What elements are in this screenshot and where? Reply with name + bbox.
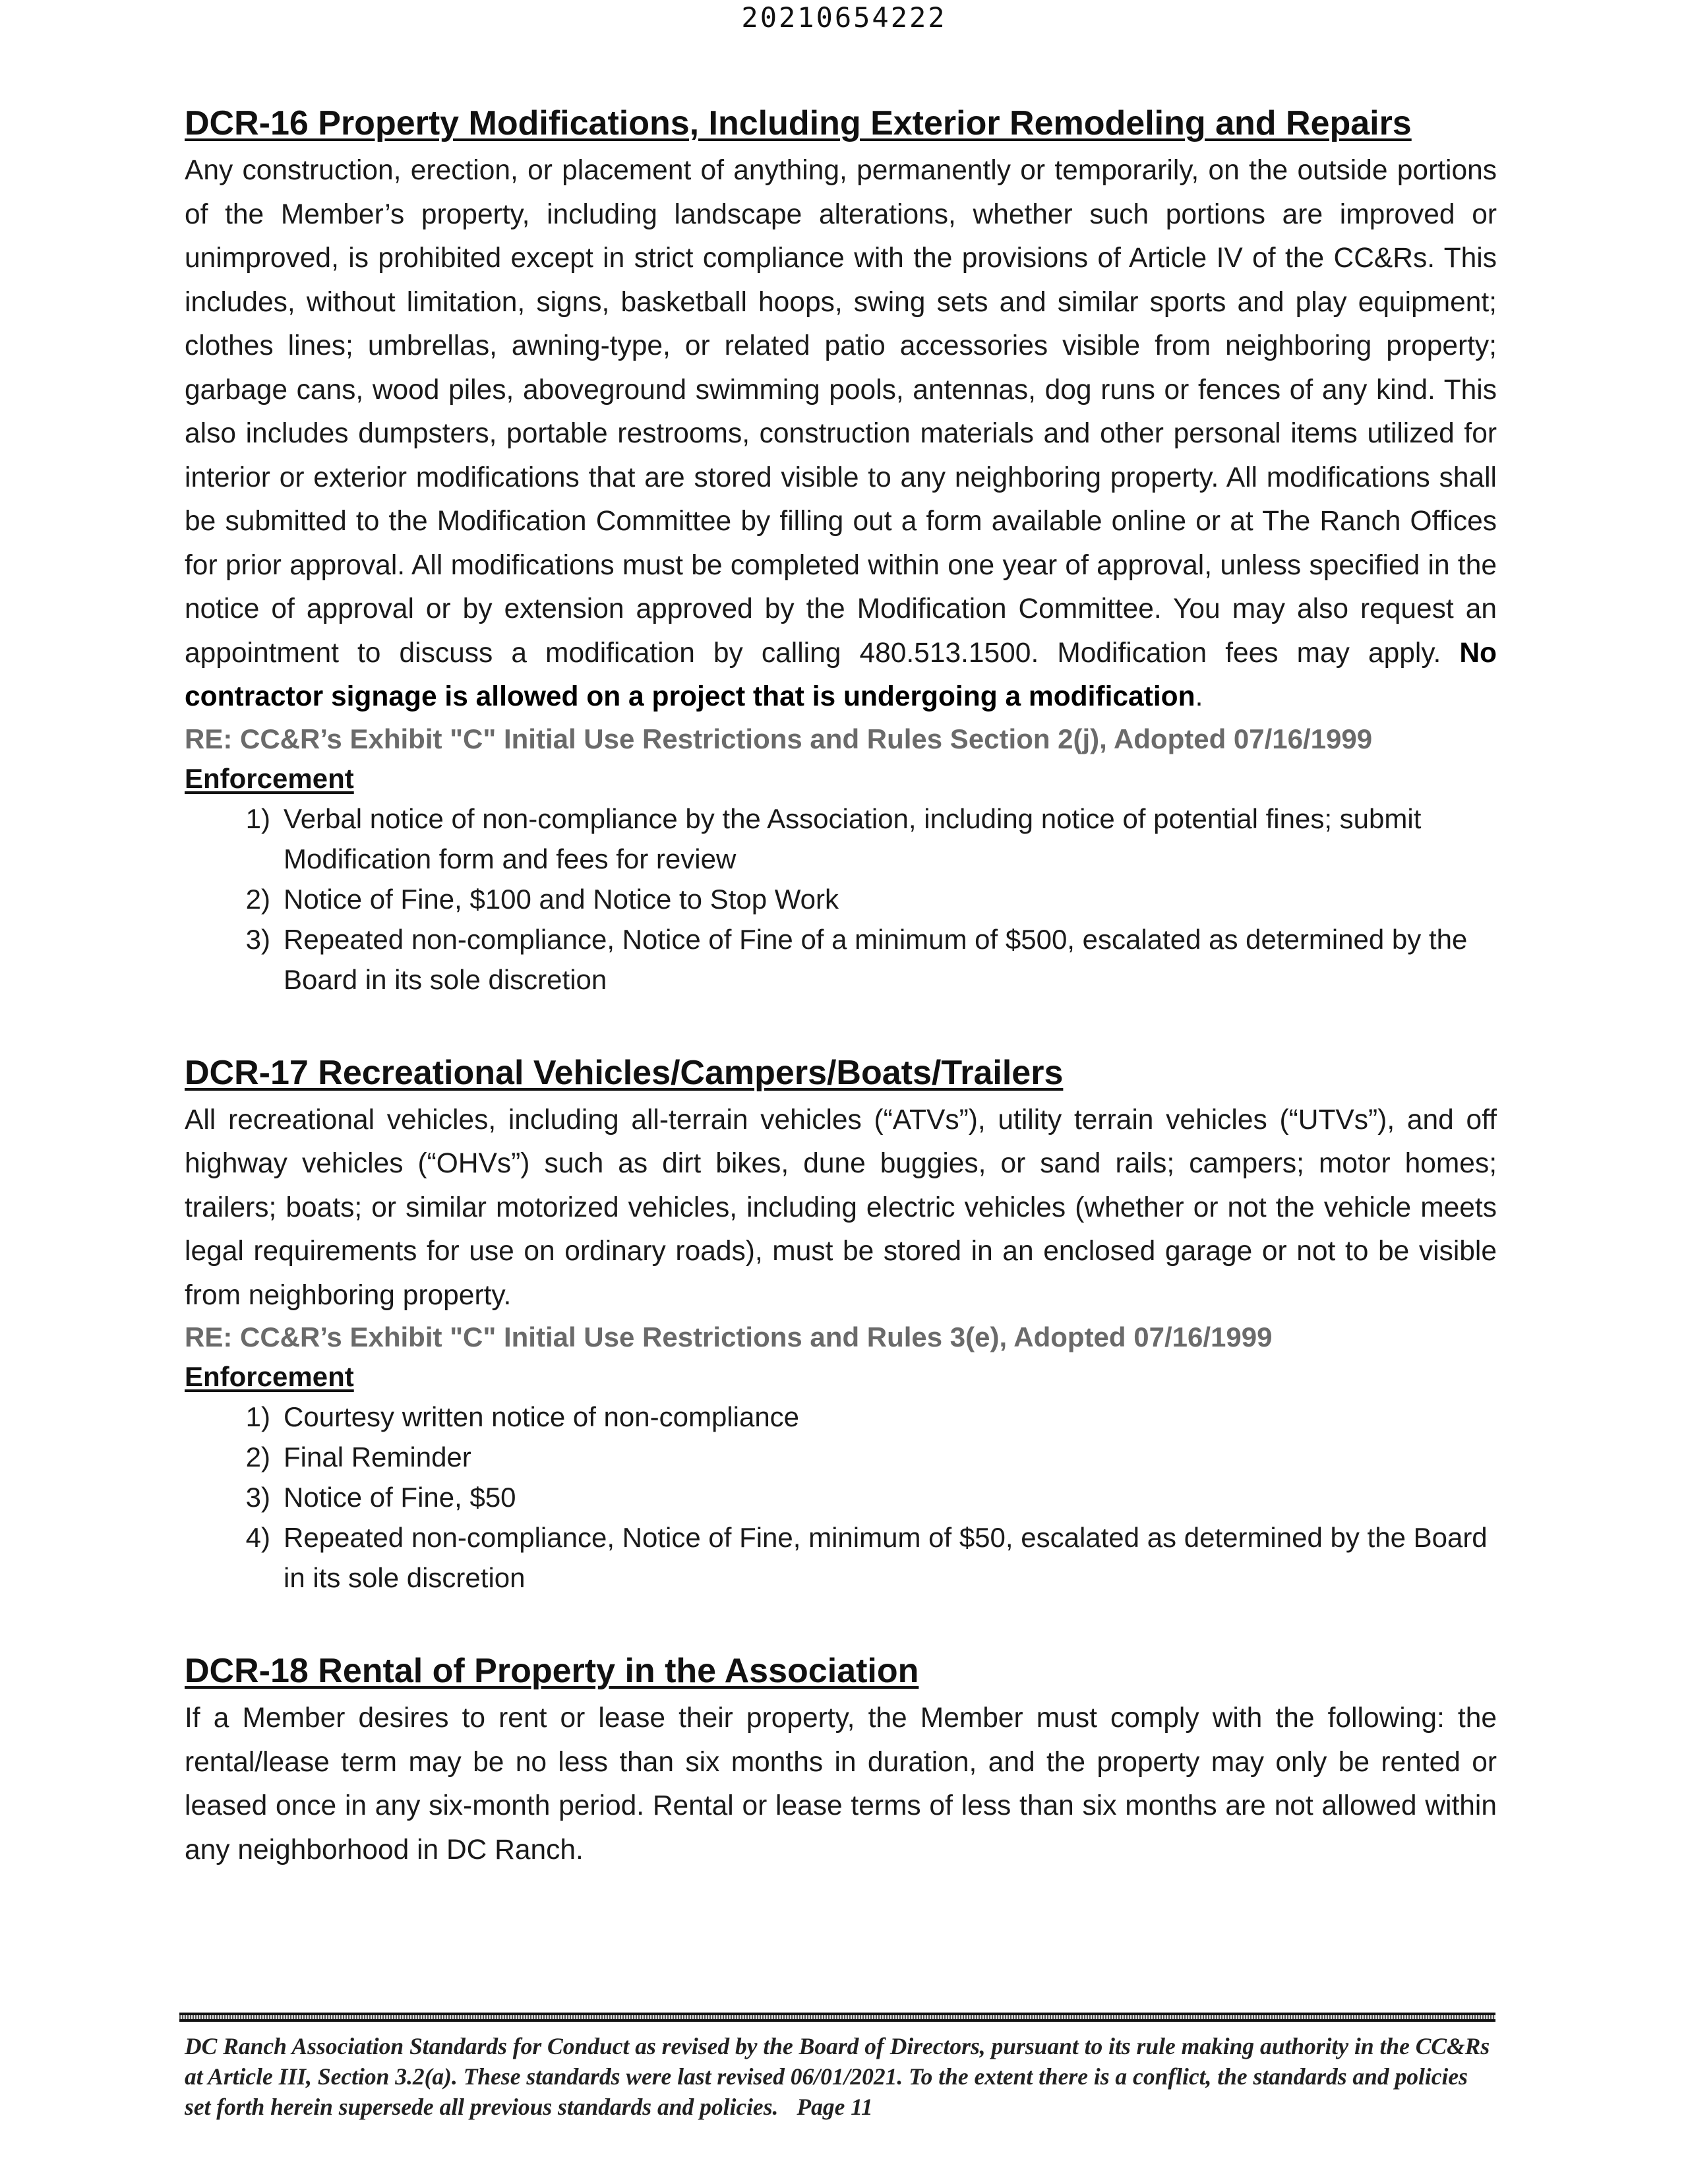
enforcement-item (185, 879, 1497, 919)
section-dcr-17 (185, 1048, 1497, 1598)
section-body: If a Member desires to rent or lease their property, the Member must comply with the following: the rental/lease term may be no less than six months in duration, and the property may only be rented or leased once in any six-month period. Rental or lease terms of less than six months are not allowed within any neighborhood in DC Ranch. (185, 1703, 1497, 1866)
section-dcr-16 (185, 99, 1497, 1000)
enforcement-list (185, 799, 1497, 1000)
reference-line: RE: CC&R’s Exhibit "C" Initial Use Restrictions and Rules 3(e), Adopted 07/16/1999 (185, 1321, 1273, 1352)
section-body (185, 149, 1497, 719)
section-dcr-18 (185, 1647, 1497, 1872)
recording-number: 20210654222 (741, 1, 947, 34)
section-heading: DCR-16 Property Modifications, Including Exterior Remodeling and Repairs (185, 104, 1412, 142)
enforcement-label: Enforcement (185, 1361, 354, 1392)
section-body-end: . (1195, 681, 1203, 712)
enforcement-item-text: Courtesy written notice of non-compliance (284, 1401, 800, 1432)
enforcement-item (185, 1517, 1497, 1598)
section-spacer (185, 1000, 1497, 1048)
reference-line: RE: CC&R’s Exhibit "C" Initial Use Restrictions and Rules Section 2(j), Adopted 07/16/1999 (185, 723, 1373, 754)
enforcement-label: Enforcement (185, 762, 354, 794)
enforcement-item-number: 3) (245, 923, 270, 955)
section-heading: DCR-18 Rental of Property in the Association (185, 1652, 919, 1690)
enforcement-item (185, 1397, 1497, 1437)
section-body-text: Any construction, erection, or placement of anything, permanently or temporarily, on the outside portions of the Member’s property, including landscape alterations, whether such portions are improved or unimproved, is prohibited except in strict compliance with the provisions of Article IV of the CC&Rs. This includes, without limitation, signs, basketball hoops, swing sets and similar sports and play equipment; clothes lines; umbrellas, awning-type, or related patio accessories visible from neighboring property; garbage cans, wood piles, aboveground swimming pools, antennas, dog runs or fences of any kind. This also includes dumpsters, portable restrooms, construction materials and other personal items utilized for interior or exterior modifications that are stored visible to any neighboring property. All modifications shall be submitted to the Modification Committee by filling out a form available online or at The Ranch Offices for prior approval. All modifications must be completed within one year of approval, unless specified in the notice of approval or by extension approved by the Modification Committee. You may also request an appointment to discuss a modification by calling 480.513.1500. Modification fees may apply. (185, 155, 1497, 669)
enforcement-item-number: 1) (245, 1401, 270, 1432)
enforcement-item (185, 1477, 1497, 1517)
enforcement-item-text: Repeated non-compliance, Notice of Fine of a minimum of $500, escalated as determined by the Board in its sole discretion (284, 923, 1468, 995)
page-number: Page 11 (797, 2094, 873, 2120)
section-body: All recreational vehicles, including all-terrain vehicles (“ATVs”), utility terrain vehicles (“UTVs”), and off highway vehicles (“OHVs”) such as dirt bikes, dune buggies, or sand rails; campers; motor homes; trailers; boats; or similar motorized vehicles, including electric vehicles (whether or not the vehicle meets legal requirements for use on ordinary roads), must be stored in an enclosed garage or not to be visible from neighboring property. (185, 1104, 1497, 1311)
enforcement-list (185, 1397, 1497, 1598)
enforcement-item (185, 799, 1497, 879)
enforcement-item-number: 1) (245, 803, 270, 834)
section-spacer (185, 1598, 1497, 1647)
enforcement-item-number: 3) (245, 1482, 270, 1513)
enforcement-item-text: Notice of Fine, $100 and Notice to Stop Work (284, 883, 839, 915)
footer (185, 2031, 1497, 2122)
enforcement-item-text: Notice of Fine, $50 (284, 1482, 516, 1513)
enforcement-item (185, 1437, 1497, 1477)
section-heading: DCR-17 Recreational Vehicles/Campers/Boats/Trailers (185, 1053, 1064, 1092)
document-body (185, 99, 1497, 1872)
enforcement-item-text: Final Reminder (284, 1441, 471, 1472)
enforcement-item-number: 2) (245, 1441, 270, 1472)
enforcement-item-text: Verbal notice of non-compliance by the Association, including notice of potential fines; submit Modification form and fees for review (284, 803, 1422, 874)
enforcement-item-number: 4) (245, 1522, 270, 1553)
footer-divider (179, 2013, 1495, 2022)
section-body-bold: No contractor signage is allowed on a project that is undergoing a modification (185, 637, 1497, 712)
enforcement-item (185, 919, 1497, 1000)
enforcement-item-number: 2) (245, 883, 270, 915)
footer-text: DC Ranch Association Standards for Conduct as revised by the Board of Directors, pursuant to its rule making authority in the CC&Rs at Article III, Section 3.2(a). These standards were last revised 06/01/2021. To the extent there is a conflict, the standards and policies set forth herein supersede all previous standards and policies. (185, 2033, 1490, 2120)
enforcement-item-text: Repeated non-compliance, Notice of Fine, minimum of $50, escalated as determined by the Board in its sole discretion (284, 1522, 1488, 1593)
